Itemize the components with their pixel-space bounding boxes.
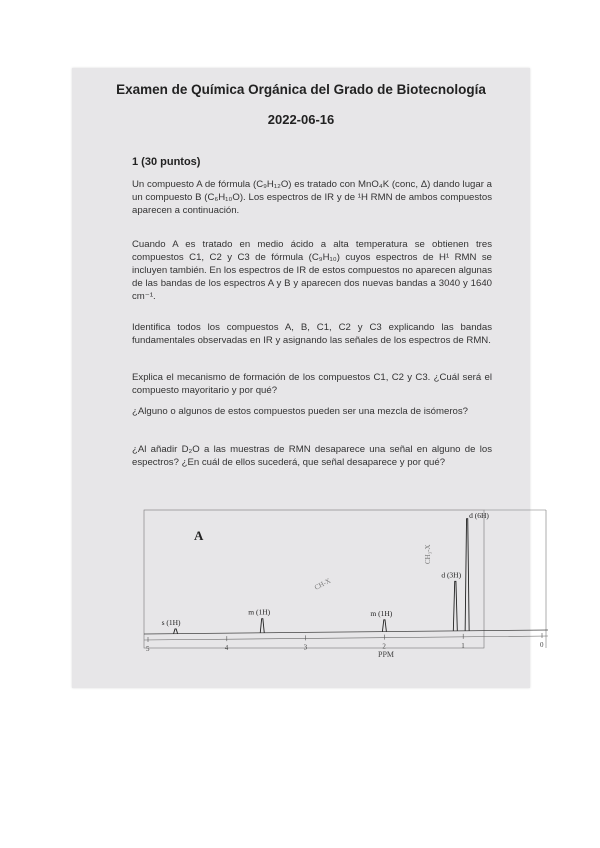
nmr-spectrum <box>138 504 558 668</box>
exam-sheet <box>72 68 544 688</box>
handwritten-note: CH-X <box>313 576 333 592</box>
question-header: 1 (30 puntos) <box>132 156 201 168</box>
x-tick-label: 1 <box>461 641 465 650</box>
question-paragraph: ¿Al añadir D₂O a las muestras de RMN desaparece una señal en alguno de los espectros? ¿En cuál de ellos sucederá, que señal desaparece y por qué? <box>132 444 492 468</box>
x-tick-label: 3 <box>303 643 308 652</box>
nmr-peak <box>174 629 178 634</box>
question-paragraph: Cuando A es tratado en medio ácido a alta temperatura se obtienen tres compuestos C1, C2 y C3 de fórmula (C₉H₁₀) cuyos espectros de H¹ RMN se incluyen también. En los espectros de IR de estos compuestos no aparecen algunas de las bandas de los espectros A y B y aparecen dos nuevas bandas a 3040 y 1640 cm⁻¹. <box>132 239 492 302</box>
question-paragraph: ¿Alguno o algunos de estos compuestos pueden ser una mezcla de isómeros? <box>132 406 468 417</box>
x-tick-label: 2 <box>382 642 386 651</box>
question-paragraph: Identifica todos los compuestos A, B, C1, C2 y C3 explicando las bandas fundamentales observadas en IR y asignando las señales de los espectros de RMN. <box>132 322 492 346</box>
x-axis-label: PPM <box>378 650 395 659</box>
spectrum-label: A <box>194 528 204 543</box>
peak-label: d (3H) <box>441 570 462 580</box>
peak-label: m (1H) <box>248 607 271 617</box>
peak-label: s (1H) <box>161 617 181 627</box>
question-paragraph: Un compuesto A de fórmula (C₉H₁₂O) es tratado con MnO₄K (conc, Δ) dando lugar a un compuesto B (C₆H₁₀O). Los espectros de IR y de ¹H RMN de ambos compuestos aparecen a continuación. <box>132 179 492 216</box>
exam-title: Examen de Química Orgánica del Grado de Biotecnología <box>116 82 486 97</box>
nmr-peak <box>260 619 264 633</box>
nmr-peak <box>382 620 386 632</box>
x-tick-label: 5 <box>146 644 150 653</box>
baseline <box>144 630 548 634</box>
x-tick-label: 4 <box>224 644 229 653</box>
nmr-peak <box>453 581 457 631</box>
handwritten-note: CH₃-X <box>424 544 432 564</box>
nmr-peak <box>465 519 469 631</box>
x-axis-line <box>144 636 548 640</box>
peak-label: d (6H) <box>469 511 489 520</box>
x-tick-label: 0 <box>540 641 544 650</box>
spectrum-peaks <box>162 511 490 634</box>
question-paragraph: Explica el mecanismo de formación de los compuestos C1, C2 y C3. ¿Cuál será el compuesto mayoritario y por qué? <box>132 372 492 396</box>
exam-date: 2022-06-16 <box>267 112 335 127</box>
peak-label: m (1H) <box>370 608 393 618</box>
